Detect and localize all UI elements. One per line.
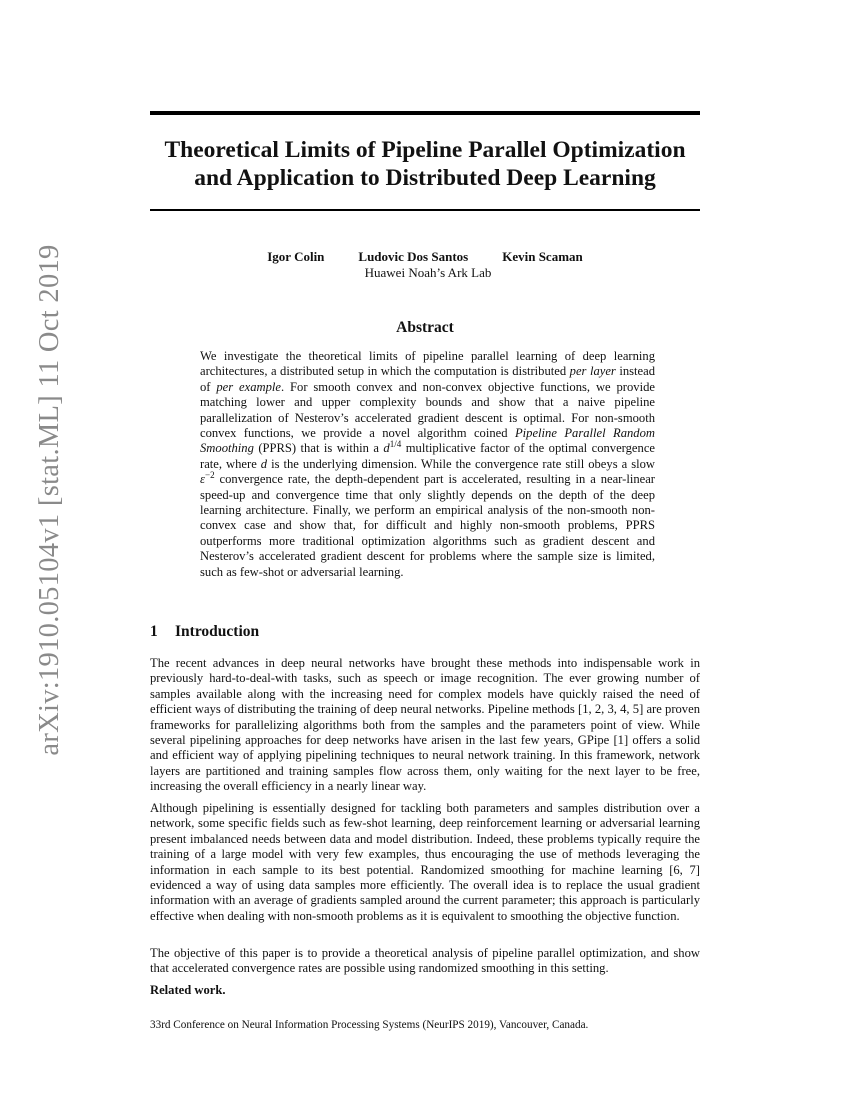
intro-paragraph-3: The objective of this paper is to provide a theoretical analysis of pipeline parallel optimization, and show that accelerated convergence rates are possible using randomized smoothing in this setting. <box>150 946 700 976</box>
section-title: Introduction <box>175 623 260 640</box>
abstract-emphasis: per example <box>216 379 281 394</box>
abstract-fragment: instead of <box>200 364 656 394</box>
abstract-fragment: (PPRS) that is within a <box>253 441 384 456</box>
abstract-emphasis: Pipeline Parallel Random Smoothing <box>200 426 655 456</box>
abstract-fragment: . For smooth convex and non-convex objective functions, we provide matching lower and upper complexity bounds and show that a naive pipeline parallelization of Nesterov’s accelerated gradient descent is optimal. For non-smooth convex functions, we provide a novel algorithm coined <box>200 379 655 441</box>
math-exponent: −2 <box>204 470 215 481</box>
math-variable: d <box>383 441 390 456</box>
paper-title <box>140 136 710 192</box>
abstract-fragment: convergence rate, the depth-dependent part is accelerated, resulting in a near-linear speed-up and convergence time that only slightly depends on the depth of the deep learning architecture. Finally, we perform an empirical analysis of the non-smooth non-convex case and show that, for difficult and highly non-smooth problems, PPRS outperforms more traditional optimization algorithms such as gradient descent and Nesterov’s accelerated gradient descent for problems where the sample size is limited, such as few-shot or adversarial learning. <box>200 472 655 579</box>
conference-footnote: 33rd Conference on Neural Information Processing Systems (NeurIPS 2019), Vancouver, Canada. <box>150 1019 589 1031</box>
author-name: Igor Colin <box>267 249 325 264</box>
paper-title-line-2: and Application to Distributed Deep Learning <box>194 165 656 191</box>
arxiv-identifier: arXiv:1910.05104v1 [stat.ML] 11 Oct 2019 <box>34 244 65 756</box>
math-exponent: 1/4 <box>389 439 402 450</box>
abstract-emphasis: per layer <box>569 364 616 379</box>
paper-title-line-1: Theoretical Limits of Pipeline Parallel Optimization <box>164 137 686 163</box>
abstract-text <box>200 349 655 580</box>
intro-paragraph-1: The recent advances in deep neural networks have brought these methods into indispensable work in previously hard-to-deal-with tasks, such as speech or image recognition. The ever growing number of samples available along with the increasing need for complex models have quickly raised the need of efficient ways of distributing the training of deep neural networks. Pipeline methods [1, 2, 3, 4, 5] are proven frameworks for parallelizing algorithms both from the samples and the parameters point of view. While several pipelining approaches for deep networks have arisen in the last few years, GPipe [1] offers a solid and efficient way of applying pipelining techniques to neural network training. In this framework, network layers are partitioned and training samples flow across them, only waiting for the next layer to be free, increasing the overall efficiency in a nearly linear way. <box>150 656 700 794</box>
author-block <box>150 249 700 281</box>
author-affiliation: Huawei Noah’s Ark Lab <box>364 265 492 280</box>
abstract-fragment: We investigate the theoretical limits of pipeline parallel learning of deep learning architectures, a distributed setup in which the computation is distributed <box>200 349 655 379</box>
title-bottom-rule <box>150 209 700 211</box>
abstract-fragment: multiplicative factor of the optimal convergence rate, where <box>200 441 656 471</box>
title-top-rule <box>150 111 700 115</box>
related-work-heading: Related work. <box>150 983 226 997</box>
author-name: Ludovic Dos Santos <box>358 249 469 264</box>
section-heading-introduction <box>150 623 259 641</box>
abstract-fragment: is the underlying dimension. While the convergence rate still obeys a slow <box>267 456 655 471</box>
section-number: 1 <box>150 623 158 640</box>
math-variable: ε <box>200 472 205 487</box>
author-name: Kevin Scaman <box>502 249 583 264</box>
abstract-heading: Abstract <box>396 319 454 336</box>
author-list <box>150 249 700 265</box>
intro-paragraph-2: Although pipelining is essentially designed for tackling both parameters and samples distribution over a network, some specific fields such as few-shot learning, deep reinforcement learning or adversarial learning present imbalanced needs between data and model distribution. Indeed, these problems typically require the training of a large model with very few examples, thus encouraging the use of methods leveraging the information in each sample to its best potential. Randomized smoothing for machine learning [6, 7] evidenced a way of using data samples more efficiently. The overall idea is to replace the usual gradient information with an average of gradients sampled around the current parameter; this approach is particularly effective when dealing with non-smooth problems as it is equivalent to smoothing the objective function. <box>150 801 700 923</box>
math-variable: d <box>260 456 268 471</box>
